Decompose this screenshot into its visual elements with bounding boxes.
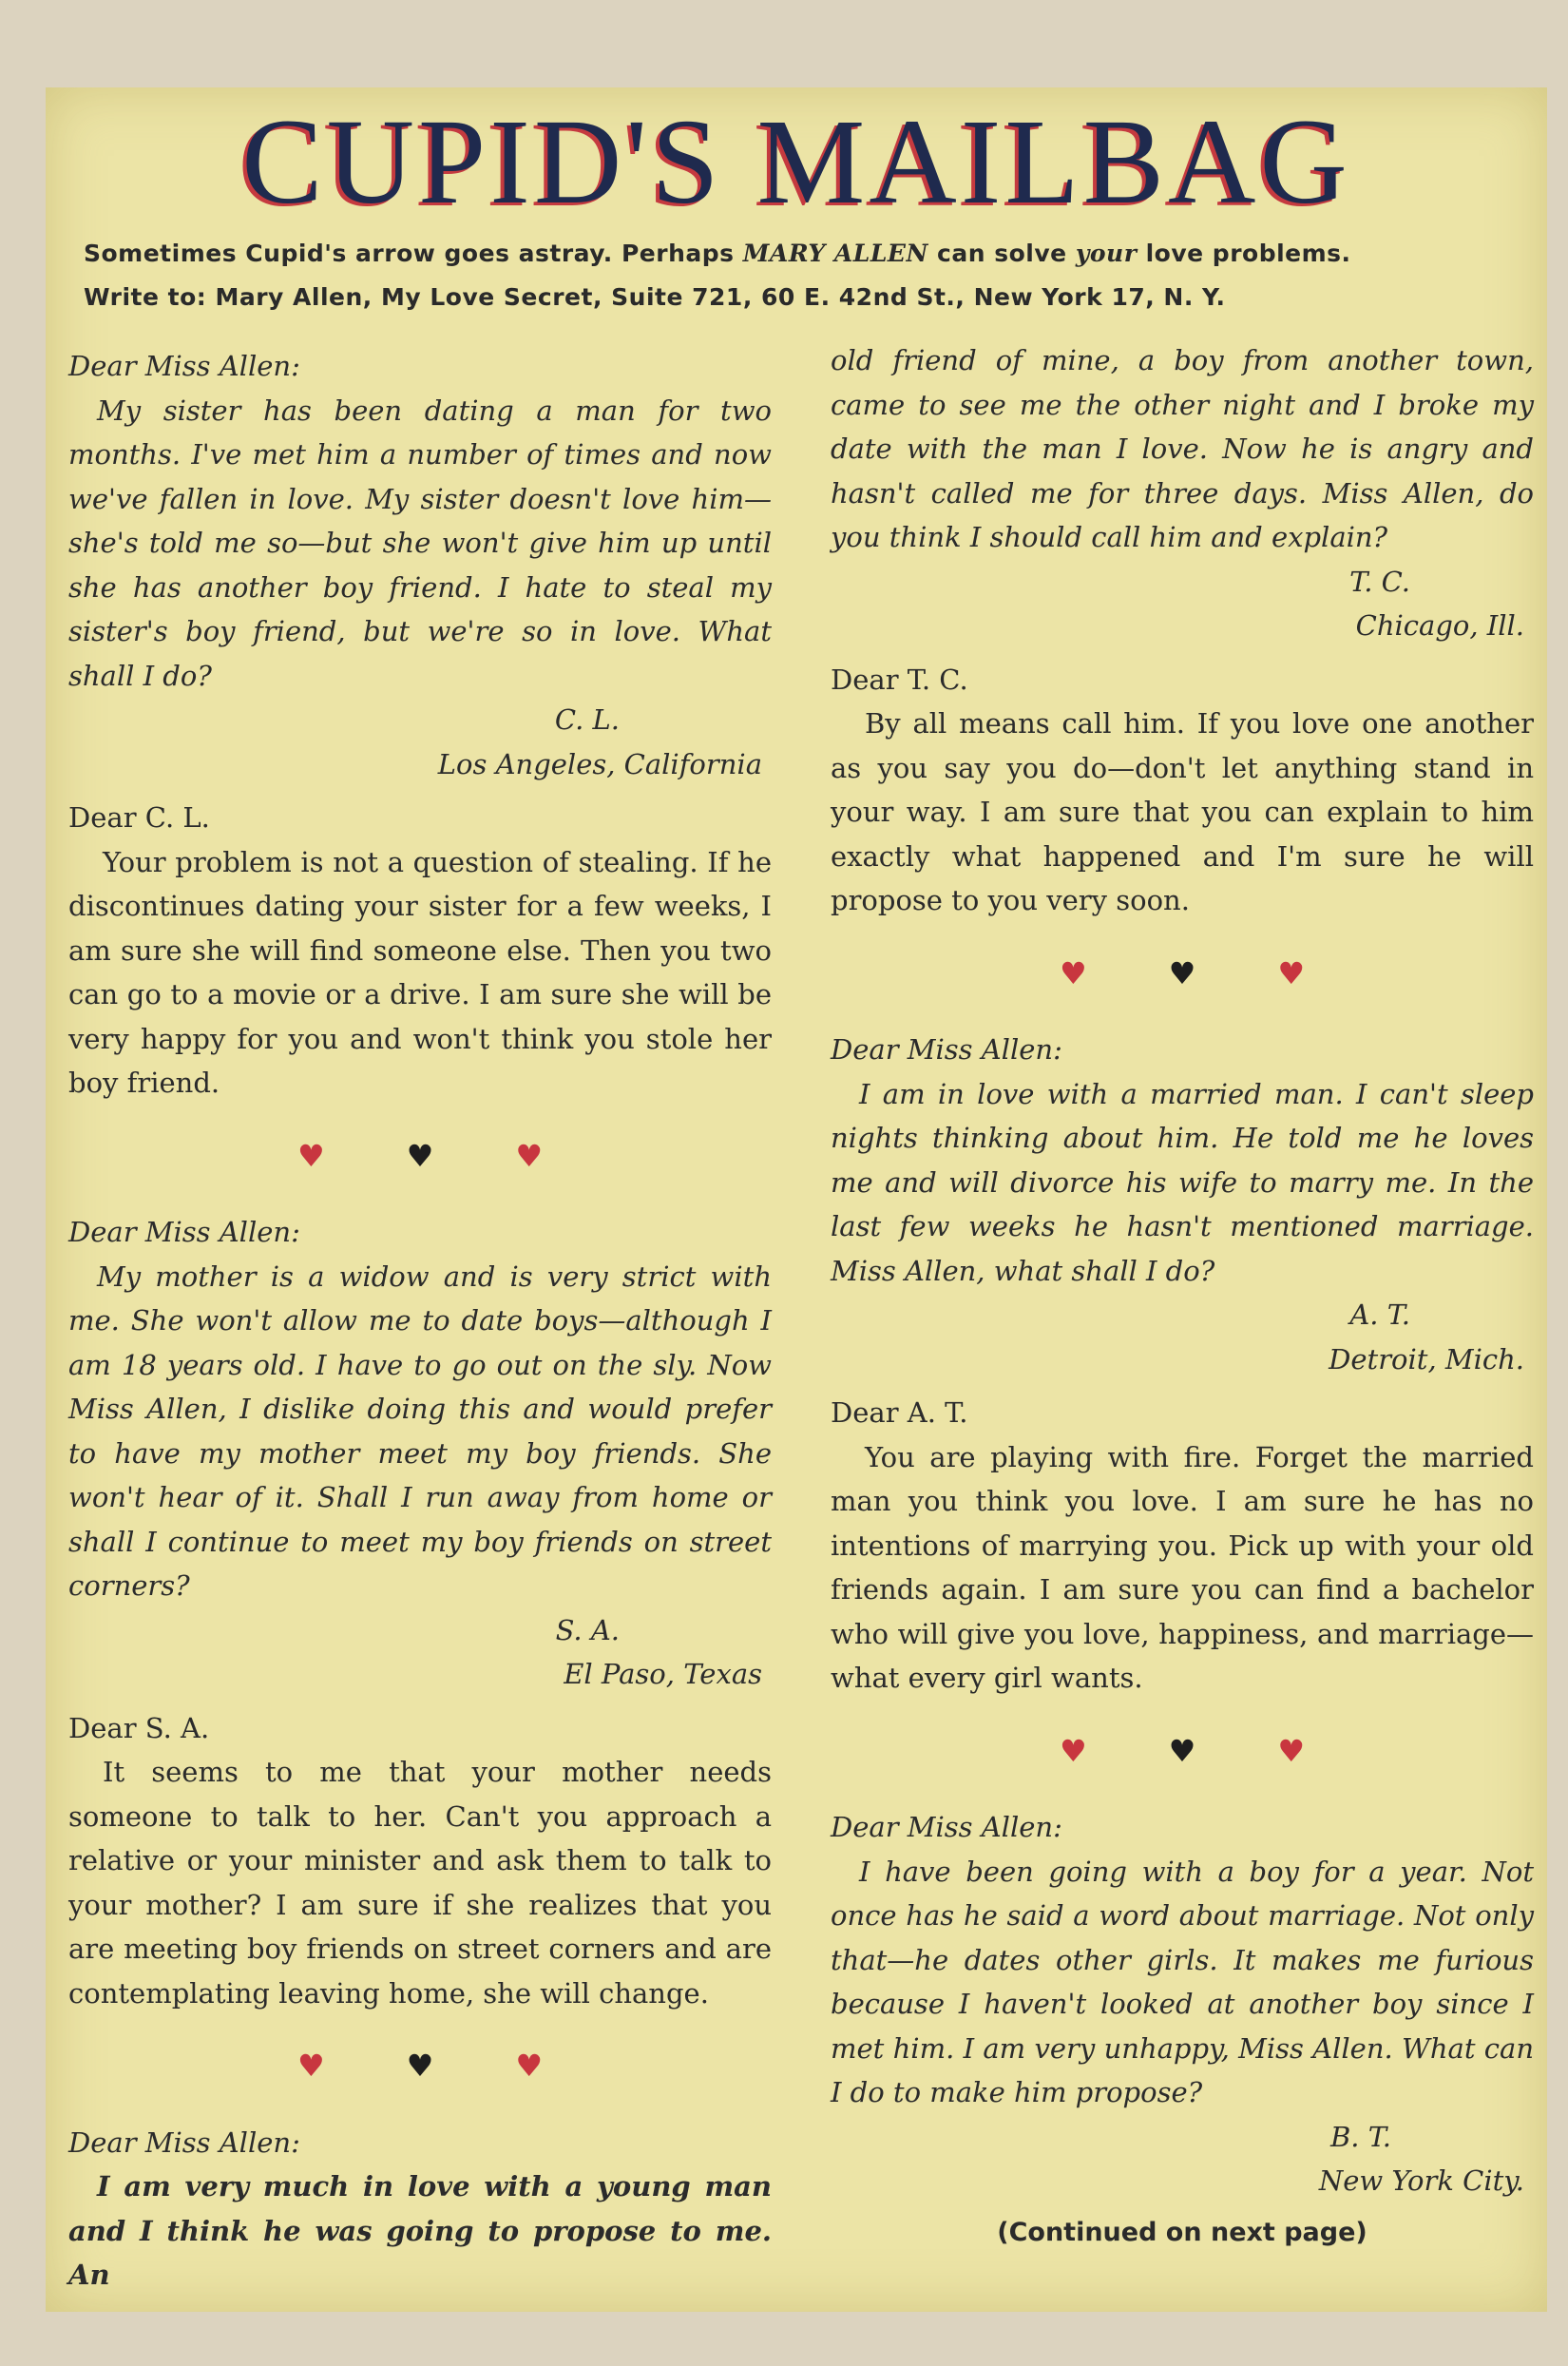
heart-divider: [68, 2044, 772, 2088]
letter-1: [68, 344, 772, 786]
right-column: [831, 338, 1534, 2255]
reply-body: Your problem is not a question of stealing. If he discontinues dating your sister for a few weeks, I am sure she will find someone else. Then you two can go to a movie or a drive. I am sure she will be very happy for you and won't think you stole her boy friend.: [68, 845, 772, 1099]
heart-icon: ♥: [1168, 1732, 1278, 1769]
letter-body: My sister has been dating a man for two months. I've met him a number of times and now we've fallen in love. My sister doesn't love him—she's told me so—but she won't give him up until she has another boy friend. I hate to steal my sister's boy friend, but we're so in love. What shall I do?: [68, 394, 772, 692]
heart-icon: ♥: [1277, 1732, 1387, 1769]
page: [46, 87, 1547, 2312]
letter-place: Chicago, Ill.: [1355, 609, 1524, 642]
continued-note: (Continued on next page): [997, 2217, 1367, 2247]
letter-place: New York City.: [1318, 2164, 1524, 2197]
page-title: CUPID'S MAILBAG: [241, 94, 1351, 229]
letter-initials: C. L.: [554, 703, 620, 736]
letter-salutation: Dear Miss Allen:: [831, 1033, 1062, 1066]
letter-initials: A. T.: [1349, 1298, 1410, 1331]
heart-divider: [68, 1134, 772, 1179]
letter-4: [831, 1028, 1534, 1381]
heart-icon: ♥: [515, 2048, 625, 2084]
letter-5: [831, 1805, 1534, 2203]
letter-3-start: [68, 2121, 772, 2298]
letter-salutation: Dear Miss Allen:: [831, 1811, 1062, 1843]
letter-salutation: Dear Miss Allen:: [68, 350, 300, 382]
reply-body: It seems to me that your mother needs someone to talk to her. Can't you approach a relative or your minister and ask them to talk to your mother? I am sure if she realizes that you are meeting boy friends on street corners and are contemplating leaving home, she will change.: [68, 1756, 772, 2010]
heart-icon: ♥: [296, 2048, 407, 2084]
letter-initials: T. C.: [1349, 565, 1410, 598]
heart-divider: [831, 1729, 1534, 1774]
letter-place: Los Angeles, California: [437, 747, 762, 780]
heart-icon: ♥: [1059, 954, 1169, 991]
columnist-name: MARY ALLEN: [742, 240, 928, 267]
letter-initials: S. A.: [555, 1613, 620, 1646]
letter-initials: B. T.: [1329, 2120, 1391, 2153]
heart-icon: ♥: [296, 1137, 407, 1174]
heart-icon: ♥: [406, 1137, 516, 1174]
letter-2: [68, 1210, 772, 1697]
heart-icon: ♥: [1277, 954, 1387, 991]
letter-body: I am very much in love with a young man and I think he was going to propose to me. An: [68, 2170, 772, 2291]
letter-body: My mother is a widow and is very strict with me. She won't allow me to date boys—although I am 18 years old. I have to go out on the sly. Now Miss Allen, I dislike doing this and would prefer to have my mother meet my boy friends. She won't hear of it. Shall I run away from home or shall I continue to meet my boy friends on street corners?: [68, 1260, 772, 1602]
reply-salutation: Dear A. T.: [831, 1396, 968, 1429]
left-column: [68, 344, 772, 2298]
letter-salutation: Dear Miss Allen:: [68, 1216, 300, 1248]
reply-body: You are playing with fire. Forget the married man you think you love. I am sure he has no intentions of marrying you. Pick up with your old friends again. I am sure you can find a bachelor who will give you love, happiness, and marriage—what every girl wants.: [831, 1440, 1534, 1694]
letter-place: El Paso, Texas: [564, 1658, 762, 1690]
reply-salutation: Dear T. C.: [831, 663, 968, 696]
reply-salutation: Dear S. A.: [68, 1711, 210, 1744]
letter-body: old friend of mine, a boy from another town, came to see me the other night and I broke my date with the man I love. Now he is angry and hasn't called me for three days. Miss Allen, do you think I should call him and explain?: [831, 344, 1534, 553]
heart-icon: ♥: [406, 2048, 516, 2084]
reply-salutation: Dear C. L.: [68, 801, 210, 834]
heart-icon: ♥: [1059, 1732, 1169, 1769]
intro-line-1: Sometimes Cupid's arrow goes astray. Perhaps MARY ALLEN can solve your love problems.: [84, 240, 1351, 267]
letter-body: I have been going with a boy for a year. Not once has he said a word about marriage. Not only that—he dates other girls. It makes me furious because I haven't looked at another boy since I met him. I am very unhappy, Miss Allen. What can I do to make him propose?: [831, 1855, 1534, 2108]
heart-icon: ♥: [515, 1137, 625, 1174]
letter-body: I am in love with a married man. I can't sleep nights thinking about him. He told me he loves me and will divorce his wife to marry me. In the last few weeks he hasn't mentioned marriage. Miss Allen, what shall I do?: [831, 1077, 1534, 1287]
letter-place: Detroit, Mich.: [1329, 1342, 1524, 1375]
intro: [84, 232, 1509, 319]
reply-body: By all means call him. If you love one another as you say you do—don't let anything stand in your way. I am sure that you can explain to him exactly what happened and I'm sure he will propose to you very soon.: [831, 707, 1534, 916]
mailing-address: Write to: Mary Allen, My Love Secret, Suite 721, 60 E. 42nd St., New York 17, N. Y.: [84, 283, 1226, 311]
letter-salutation: Dear Miss Allen:: [68, 2126, 300, 2159]
heart-divider: [831, 952, 1534, 996]
letter-3-end: [831, 338, 1534, 648]
heart-icon: ♥: [1168, 954, 1278, 991]
